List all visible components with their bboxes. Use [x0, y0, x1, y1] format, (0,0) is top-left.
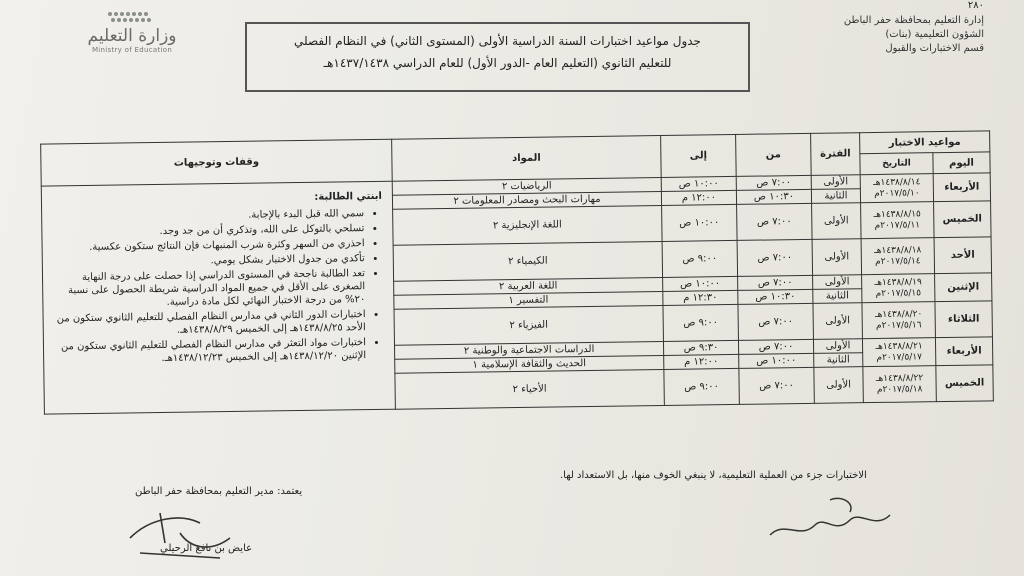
date-hijri: ١٤٣٨/٨/١٤هـ [873, 176, 921, 188]
date-gregorian: ٢٠١٧/٥/١١م [874, 219, 921, 231]
date-hijri: ١٤٣٨/٨/٢٢هـ [875, 372, 924, 384]
period-cell: الثانية [814, 353, 863, 368]
to-cell: ٩:٣٠ ص [663, 340, 738, 355]
subject-cell: التفسير ١ [394, 291, 663, 309]
note-item: • اختبارات الدور الثاني في مدارس النظام الفصلي للتعليم الثانوي ستكون من الأحد ١٤٣٨/٨/٢٥هـ إلى الخميس ١٤٣٨/٨/٢٩هـ. [54, 308, 366, 338]
org-line: إدارة التعليم بمحافظة حفر الباطن [843, 15, 984, 26]
subject-cell: الفيزياء ٢ [394, 305, 663, 345]
note-item: • تأكدي من جدول الاختبار بشكل يومي. [53, 252, 365, 269]
period-cell: الأولى [814, 367, 863, 404]
day-cell: الأربعاء [935, 337, 992, 366]
director-signature-icon [120, 498, 240, 568]
org-line: الشؤون التعليمية (بنات) [885, 29, 984, 40]
subject-cell: الرياضيات ٢ [392, 177, 661, 195]
subject-cell: مهارات البحث ومصادر المعلومات ٢ [392, 191, 661, 209]
day-cell: الخميس [936, 365, 993, 402]
org-line: قسم الاختبارات والقبول [885, 43, 984, 54]
date-gregorian: ٢٠١٧/٥/١٥م [875, 287, 922, 299]
from-cell: ٧:٠٠ ص [737, 239, 812, 276]
header-to: إلى [661, 134, 737, 177]
note-item: • تعد الطالبة ناجحة في المستوى الدراسي إذا حصلت على درجة النهاية الصغرى على الأقل في جميع المواد الدراسية شريطة الحصول على نسبة ٢٠% من درجة الاختبار النهائي لكل مادة دراسية. [53, 267, 366, 310]
title-line-1: جدول مواعيد اختبارات السنة الدراسية الأولى (المستوى الثاني) في النظام الفصلي [294, 34, 701, 48]
subject-cell: الأحياء ٢ [395, 369, 664, 409]
document-title [245, 22, 750, 92]
header-notes: وقفات وتوجيهات [41, 139, 393, 186]
date-cell [863, 366, 936, 403]
exam-schedule-table [40, 130, 994, 414]
period-cell: الثانية [811, 189, 860, 204]
signer-name: عايض بن نافع الرحيلي [160, 543, 253, 554]
to-cell: ٩:٠٠ ص [662, 240, 737, 277]
to-cell: ٩:٠٠ ص [664, 368, 739, 405]
subject-cell: الدراسات الاجتماعية والوطنية ٢ [395, 341, 664, 359]
date-gregorian: ٢٠١٧/٥/١٦م [875, 319, 922, 331]
logo-arabic: وزارة التعليم [87, 26, 177, 46]
logo-english: Ministry of Education [91, 46, 173, 54]
date-cell [862, 338, 935, 367]
title-line-2: للتعليم الثانوي (التعليم العام -الدور الأول) للعام الدراسي ١٤٣٧/١٤٣٨هـ [323, 56, 672, 70]
day-cell: الخميس [934, 201, 991, 238]
to-cell: ٩:٠٠ ص [663, 304, 738, 341]
from-cell: ١٠:٣٠ ص [738, 289, 813, 304]
from-cell: ٧:٠٠ ص [738, 303, 813, 340]
handwritten-signature-icon [760, 490, 910, 550]
date-cell [862, 274, 935, 303]
date-gregorian: ٢٠١٧/٥/١٠م [874, 187, 920, 199]
date-cell [862, 302, 935, 339]
note-item: • اختبارات مواد التعثر في مدارس النظام الفصلي للتعليم الثانوي ستكون من الإثنين ١٤٣٨/١٢/٢٠هـ إلى الخميس ١٤٣٨/١٢/٢٣هـ. [54, 336, 366, 366]
subject-cell: الحديث والثقافة الإسلامية ١ [395, 355, 664, 373]
date-gregorian: ٢٠١٧/٥/١٤م [875, 255, 921, 267]
to-cell: ١٢:٣٠ م [663, 290, 738, 305]
period-cell: الأولى [811, 175, 860, 190]
from-cell: ٧:٠٠ ص [737, 203, 812, 240]
from-cell: ٧:٠٠ ص [739, 367, 814, 404]
notes-intro: ابنتي الطالبة: [314, 190, 383, 203]
organization-header [784, 14, 984, 56]
date-gregorian: ٢٠١٧/٥/١٨م [876, 383, 923, 395]
notes-cell [41, 181, 395, 414]
to-cell: ١٠:٠٠ ص [661, 176, 736, 191]
to-cell: ١٢:٠٠ م [664, 354, 739, 369]
header-subject: المواد [392, 135, 662, 181]
from-cell: ٧:٠٠ ص [738, 339, 813, 354]
date-hijri: ١٤٣٨/٨/١٥هـ [873, 208, 921, 220]
period-cell: الأولى [813, 275, 862, 290]
note-item: • تسلحي بالتوكل على الله، وتذكري أن من جد وجد. [52, 222, 364, 239]
subject-cell: اللغة الإنجليزية ٢ [393, 205, 662, 245]
header-day: اليوم [933, 152, 990, 174]
date-gregorian: ٢٠١٧/٥/١٧م [876, 351, 923, 363]
day-cell: الأحد [934, 237, 991, 274]
period-cell: الأولى [812, 203, 861, 240]
logo-dots-icon [102, 10, 162, 26]
from-cell: ١٠:٣٠ ص [736, 189, 811, 204]
date-cell [861, 202, 934, 239]
header-period: الفترة [811, 133, 861, 176]
to-cell: ١٠:٠٠ ص [662, 204, 737, 241]
period-cell: الثانية [813, 289, 862, 304]
day-cell: الثلاثاء [935, 301, 992, 338]
approval-line: يعتمد: مدير التعليم بمحافظة حفر الباطن [135, 486, 303, 497]
date-hijri: ١٤٣٨/٨/٢١هـ [875, 340, 923, 352]
date-hijri: ١٤٣٨/٨/١٩هـ [874, 276, 922, 288]
from-cell: ١٠:٠٠ ص [739, 353, 814, 368]
page-number: ٢٨٠ [967, 0, 984, 11]
subject-cell: الكيمياء ٢ [393, 241, 662, 281]
date-hijri: ١٤٣٨/٨/١٨هـ [874, 244, 922, 256]
date-hijri: ١٤٣٨/٨/٢٠هـ [874, 308, 923, 320]
from-cell: ٧:٠٠ ص [736, 175, 811, 190]
period-cell: الأولى [812, 239, 861, 276]
period-cell: الأولى [813, 303, 862, 340]
header-date: التاريخ [860, 153, 933, 175]
subject-cell: اللغة العربية ٢ [394, 277, 663, 295]
day-cell: الإثنين [935, 273, 992, 302]
from-cell: ٧:٠٠ ص [738, 275, 813, 290]
note-item: • احذري من السهر وكثرة شرب المنبهات فإن النتائج ستكون عكسية. [53, 237, 365, 254]
note-item: • سمي الله قبل البدء بالإجابة. [52, 207, 364, 224]
day-cell: الأربعاء [933, 173, 990, 202]
date-cell [861, 238, 934, 275]
footer-note: الاختبارات جزء من العملية التعليمية، لا ينبغي الخوف منها، بل الاستعداد لها. [560, 470, 867, 481]
notes-list [52, 207, 366, 366]
period-cell: الأولى [813, 339, 862, 354]
group-header: مواعيد الاختبار [860, 131, 990, 154]
ministry-logo [72, 10, 192, 70]
to-cell: ١٠:٠٠ ص [663, 276, 738, 291]
date-cell [860, 174, 933, 203]
header-from: من [736, 133, 812, 176]
to-cell: ١٢:٠٠ م [661, 190, 736, 205]
